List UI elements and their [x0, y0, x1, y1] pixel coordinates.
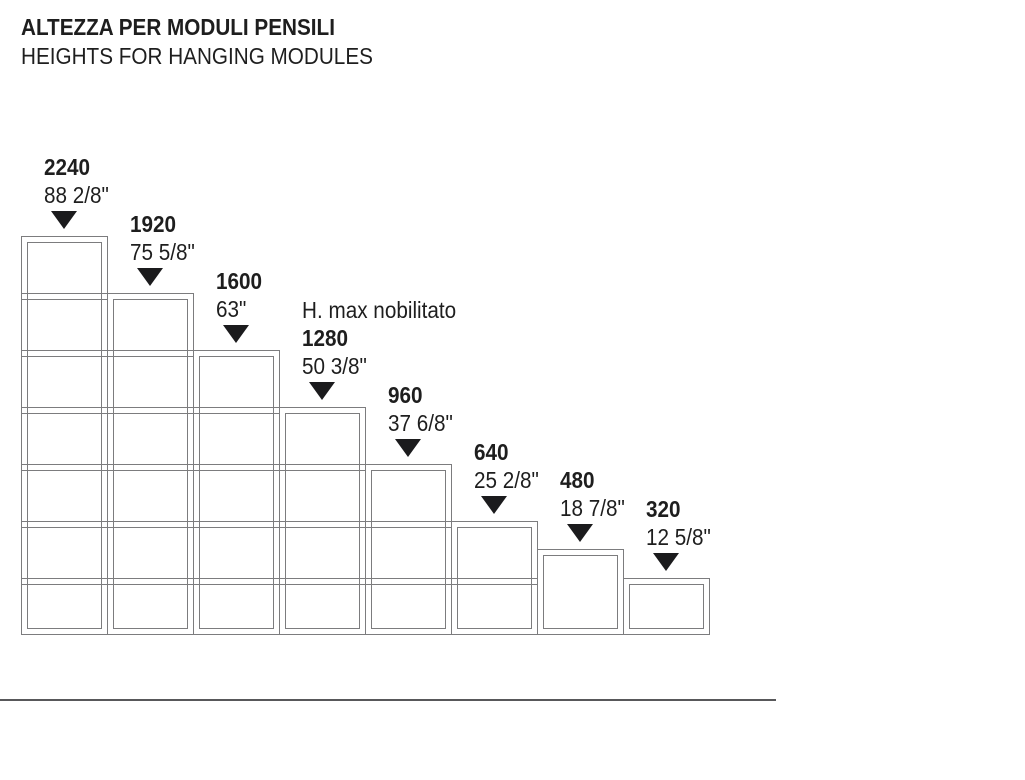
module-frame-inner	[629, 584, 704, 629]
module-height-mm: 1920	[130, 211, 177, 237]
arrow-down-icon	[223, 325, 249, 343]
module-label-1920	[130, 210, 202, 266]
module-1600	[193, 350, 280, 635]
baseline-rule	[0, 699, 776, 701]
module-label-1600	[216, 267, 267, 323]
shelf-line	[280, 464, 365, 471]
module-height-mm: 960	[388, 382, 423, 408]
shelf-line	[108, 578, 193, 585]
module-height-mm: 480	[560, 467, 595, 493]
module-label-1280	[302, 296, 473, 380]
module-frame-inner	[543, 555, 618, 629]
module-note-label: H. max nobilitato	[302, 297, 457, 323]
module-label-2240	[44, 153, 116, 209]
module-frame-inner	[27, 242, 102, 629]
module-height-inches: 50 3/8"	[302, 353, 367, 379]
shelf-line	[22, 464, 107, 471]
module-label-960	[388, 381, 460, 437]
shelf-line	[108, 464, 193, 471]
module-height-mm: 2240	[44, 154, 91, 180]
module-320	[623, 578, 710, 635]
module-height-inches: 88 2/8"	[44, 182, 109, 208]
module-frame-inner	[371, 470, 446, 629]
shelf-line	[366, 521, 451, 528]
module-960	[365, 464, 452, 635]
shelf-line	[280, 578, 365, 585]
shelf-line	[194, 407, 279, 414]
title-block	[21, 13, 412, 71]
module-label-480	[560, 466, 632, 522]
shelf-line	[194, 464, 279, 471]
shelf-line	[22, 521, 107, 528]
shelf-line	[108, 350, 193, 357]
module-2240	[21, 236, 108, 635]
module-height-mm: 640	[474, 439, 509, 465]
arrow-down-icon	[395, 439, 421, 457]
shelf-line	[22, 350, 107, 357]
module-height-inches: 37 6/8"	[388, 410, 453, 436]
shelf-line	[22, 293, 107, 300]
module-frame-inner	[199, 356, 274, 629]
arrow-down-icon	[481, 496, 507, 514]
shelf-line	[280, 521, 365, 528]
module-640	[451, 521, 538, 635]
module-height-inches: 12 5/8"	[646, 524, 711, 550]
module-height-inches: 18 7/8"	[560, 495, 625, 521]
page-title-english: HEIGHTS FOR HANGING MODULES	[21, 43, 373, 69]
shelf-line	[108, 521, 193, 528]
module-label-320	[646, 495, 718, 551]
shelf-line	[108, 407, 193, 414]
module-height-mm: 1280	[302, 325, 349, 351]
arrow-down-icon	[653, 553, 679, 571]
arrow-down-icon	[567, 524, 593, 542]
module-height-mm: 320	[646, 496, 681, 522]
module-height-inches: 75 5/8"	[130, 239, 195, 265]
arrow-down-icon	[51, 211, 77, 229]
shelf-line	[194, 578, 279, 585]
module-height-mm: 1600	[216, 268, 263, 294]
shelf-line	[22, 578, 107, 585]
shelf-line	[22, 407, 107, 414]
module-1920	[107, 293, 194, 635]
module-1280	[279, 407, 366, 635]
arrow-down-icon	[137, 268, 163, 286]
module-label-640	[474, 438, 546, 494]
shelf-line	[452, 578, 537, 585]
module-480	[537, 549, 624, 635]
shelf-line	[194, 521, 279, 528]
module-height-inches: 63"	[216, 296, 247, 322]
module-height-inches: 25 2/8"	[474, 467, 539, 493]
arrow-down-icon	[309, 382, 335, 400]
shelf-line	[366, 578, 451, 585]
page-title-italian: ALTEZZA PER MODULI PENSILI	[21, 14, 335, 40]
